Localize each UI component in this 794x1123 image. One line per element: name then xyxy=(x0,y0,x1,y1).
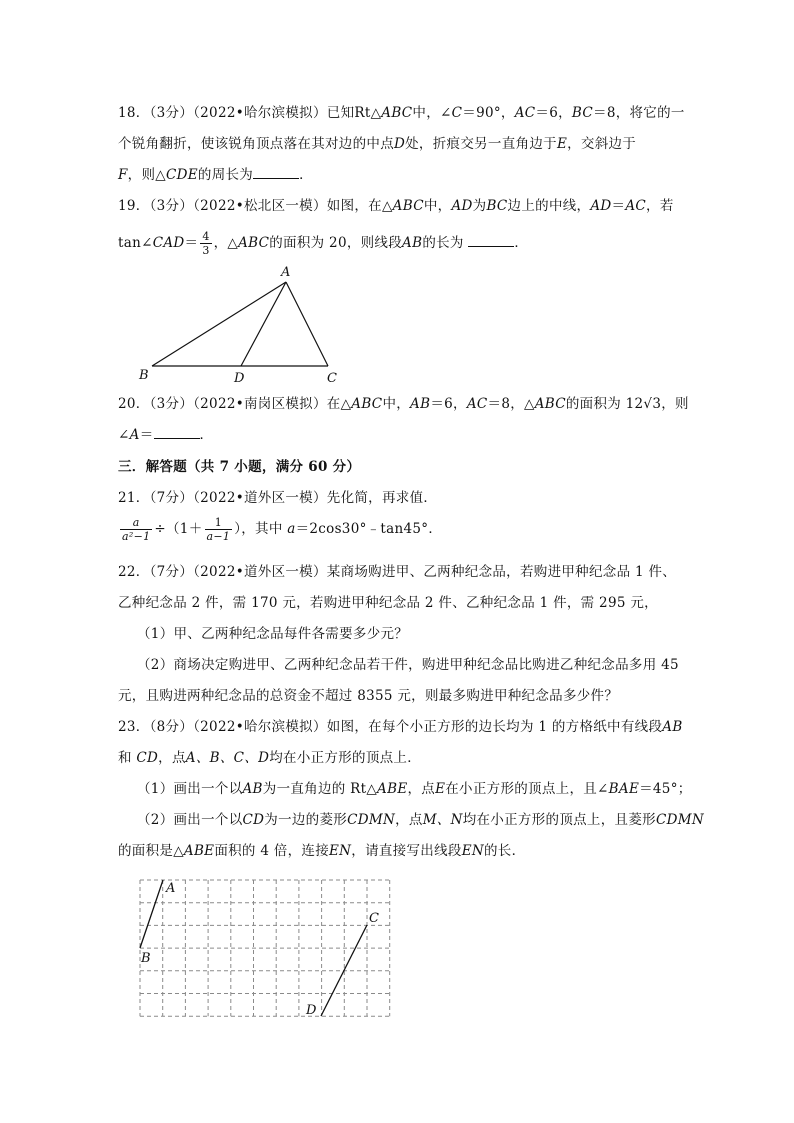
label-a: A xyxy=(281,265,291,280)
label-a: A xyxy=(166,881,176,896)
dashed-grid xyxy=(140,880,390,1016)
q19-triangle-figure xyxy=(130,262,350,387)
q18-line-1: 18．（3分）（2022•哈尔滨模拟）已知Rt△ABC中，∠C＝90°，AC＝6，BC＝8，将它的一 xyxy=(118,105,685,121)
q19-line-2: tan∠CAD＝ $\frac{4}{3}$ ，△ABC的面积为 20，则线段AB的长为 ． xyxy=(118,230,529,257)
label-c: C xyxy=(369,911,379,926)
q23-grid-figure xyxy=(130,872,400,1027)
q21-line-1: 21．（7分）（2022•道外区一模）先化简，再求值． xyxy=(118,490,438,506)
answer-blank xyxy=(253,166,299,179)
answer-blank xyxy=(468,234,514,247)
segment-ac xyxy=(286,282,328,366)
q23-line-2: 和 CD，点A、B、C、D均在小正方形的顶点上． xyxy=(118,750,422,766)
answer-blank xyxy=(154,426,200,439)
q23-line-3: （1）画出一个以AB为一直角边的 Rt△ABE，点E在小正方形的顶点上，且∠BAE＝45°； xyxy=(137,781,692,797)
label-b: B xyxy=(139,368,149,383)
q18-line-3: F，则△CDE的周长为 ． xyxy=(118,167,313,183)
q20-line-1: 20．（3分）（2022•南岗区模拟）在△ABC中，AB＝6，AC＝8，△ABC的面积为 12√3，则 xyxy=(118,396,689,412)
section-heading: 三．解答题（共 7 小题，满分 60 分） xyxy=(118,459,361,475)
q22-line-2: 乙种纪念品 2 件，需 170 元，若购进甲种纪念品 2 件、乙种纪念品 1 件，需 295 元， xyxy=(118,595,658,611)
q23-line-5: 的面积是△ABE面积的 4 倍，连接EN，请直接写出线段EN的长． xyxy=(118,843,526,859)
q22-line-5: 元，且购进两种纪念品的总资金不超过 8355 元，则最多购进甲种纪念品多少件？ xyxy=(118,688,619,704)
q21-expression: $\frac{a}{\text{a²−1}}$ ÷（1＋ $\frac{1}{a-1}$ ），其中 a＝2cos30°﹣tan45°． xyxy=(122,516,443,543)
fraction: $\frac{a}{\text{a²−1}}$ xyxy=(122,516,151,543)
q23-line-4: （2）画出一个以CD为一边的菱形CDMN，点M、N均在小正方形的顶点上，且菱形CDMN xyxy=(137,812,704,828)
q22-line-4: （2）商场决定购进甲、乙两种纪念品若干件，购进甲种纪念品比购进乙种纪念品多用 45 xyxy=(137,657,679,673)
fraction: $\frac{1}{a-1}$ xyxy=(206,516,231,543)
q18-line-2: 个锐角翻折，使该锐角顶点落在其对边的中点D处，折痕交另一直角边于E，交斜边于 xyxy=(118,136,637,152)
label-d: D xyxy=(306,1003,317,1018)
label-d: D xyxy=(234,371,245,386)
q19-line-1: 19．（3分）（2022•松北区一模）如图，在△ABC中，AD为BC边上的中线，AD＝AC，若 xyxy=(118,198,674,214)
q22-line-1: 22．（7分）（2022•道外区一模）某商场购进甲、乙两种纪念品，若购进甲种纪念品 1 件、 xyxy=(118,564,677,580)
label-c: C xyxy=(327,371,337,386)
q23-line-1: 23．（8分）（2022•哈尔滨模拟）如图，在每个小正方形的边长均为 1 的方格纸中有线段AB xyxy=(118,719,683,735)
q20-line-2: ∠A＝ ． xyxy=(118,427,214,443)
segment-ad xyxy=(241,282,286,366)
fraction: $\frac{4}{3}$ xyxy=(202,230,210,257)
label-b: B xyxy=(141,951,151,966)
q22-line-3: （1）甲、乙两种纪念品每件各需要多少元？ xyxy=(137,626,409,642)
segment-ab xyxy=(152,282,286,366)
segment-ab xyxy=(140,880,163,948)
